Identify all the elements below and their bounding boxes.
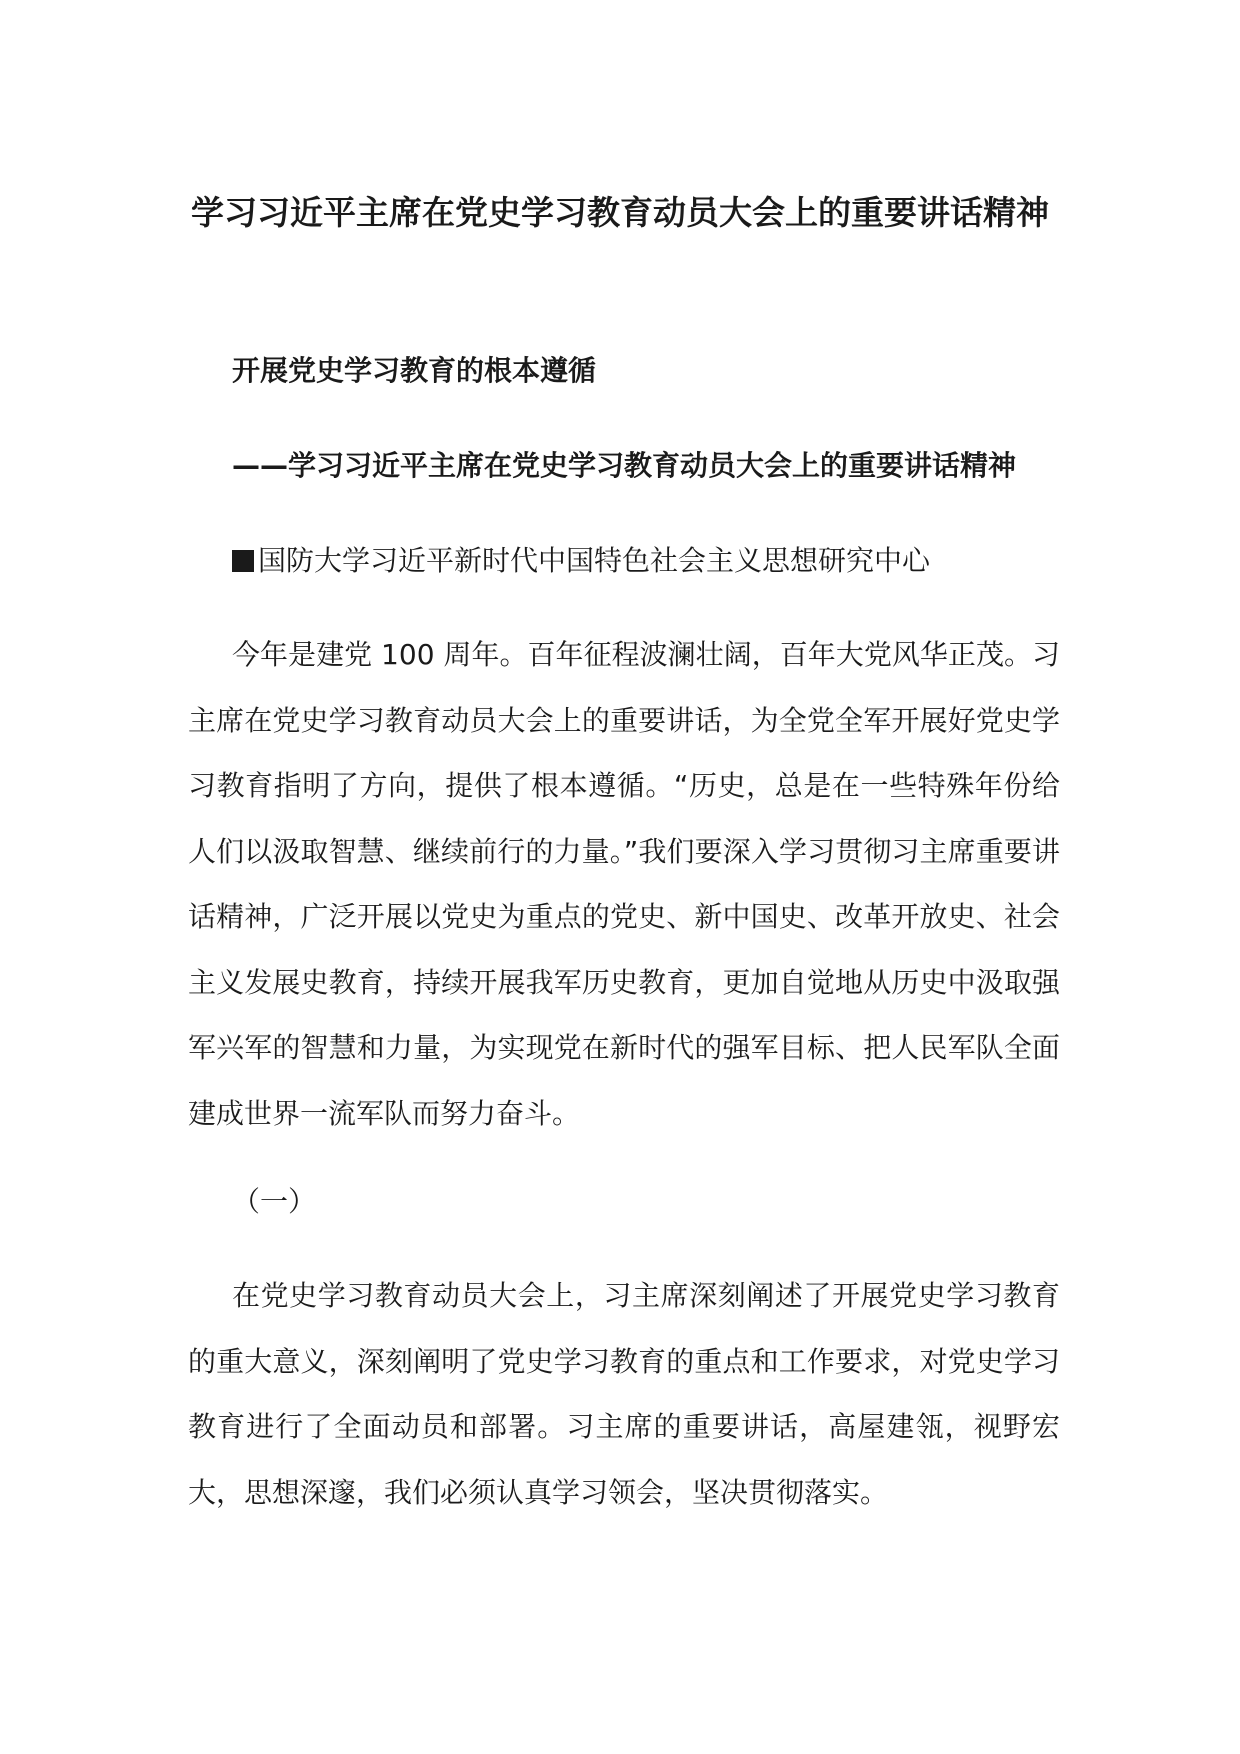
- author-line: [232, 541, 930, 581]
- square-bullet-icon: [232, 550, 254, 572]
- author-organization: 国防大学习近平新时代中国特色社会主义思想研究中心: [258, 544, 931, 577]
- section-marker: （一）: [232, 1185, 317, 1218]
- body-paragraph-2: 在党史学习教育动员大会上，习主席深刻阐述了开展党史学习教育的重大意义，深刻阐明了党史学习教育的重点和工作要求，对党史学习教育进行了全面动员和部署。习主席的重要讲话，高屋建瓴，视野宏大，思想深邃，我们必须认真学习领会，坚决贯彻落实。: [188, 1279, 1060, 1509]
- article-heading: 开展党史学习教育的根本遵循: [232, 354, 597, 387]
- body-paragraph-1: 今年是建党 100 周年。百年征程波澜壮阔，百年大党风华正茂。习主席在党史学习教育动员大会上的重要讲话，为全党全军开展好党史学习教育指明了方向，提供了根本遵循。“历史，总是在一些特殊年份给人们以汲取智慧、继续前行的力量。”我们要深入学习贯彻习主席重要讲话精神，广泛开展以党史为重点的党史、新中国史、改革开放史、社会主义发展史教育，持续开展我军历史教育，更加自觉地从历史中汲取强军兴军的智慧和力量，为实现党在新时代的强军目标、把人民军队全面建成世界一流军队而努力奋斗。: [188, 638, 1060, 1130]
- article-subheading: ——学习习近平主席在党史学习教育动员大会上的重要讲话精神: [232, 449, 1017, 482]
- document-title: 学习习近平主席在党史学习教育动员大会上的重要讲话精神: [191, 193, 1049, 232]
